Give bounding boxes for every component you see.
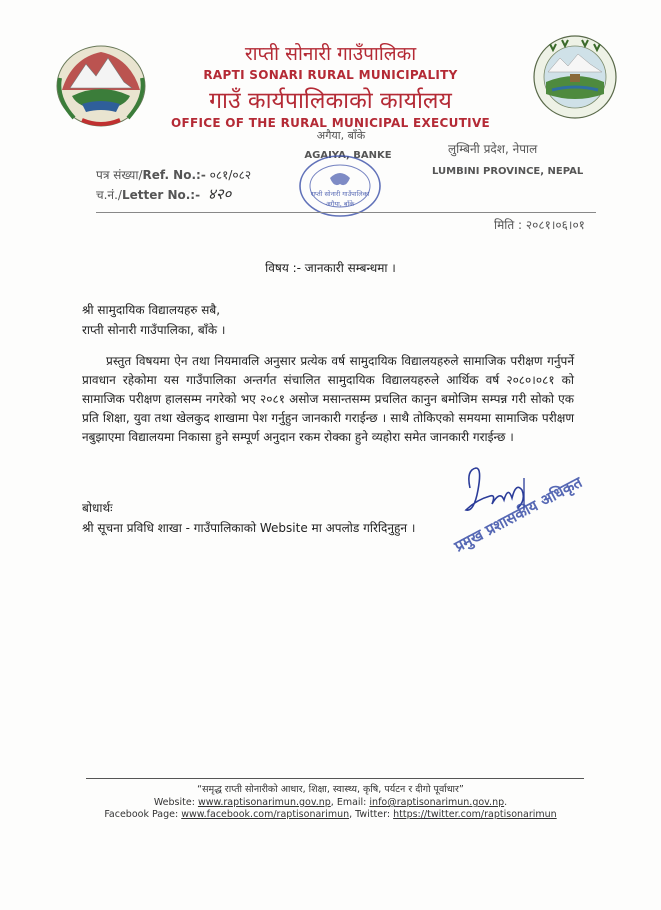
letter-number <box>96 184 231 204</box>
letter-body: प्रस्तुत विषयमा ऐन तथा नियमावलि अनुसार प्रत्येक वर्ष सामुदायिक विद्यालयहरुले सामाजिक परीक्षण गर्नुपर्ने प्रावधान रहेकोमा यस गाउँपालिका अन्तर्गत संचालित सामुदायिक विद्यालयहरुले आर्थिक वर्ष २०८०।०८१ को सामाजिक परीक्षण हालसम्म नगरेको भए २०८१ असोज मसान्तसम्म प्रचलित कानुन बमोजिम सम्पन्न गरी सोको एक प्रति शिक्षा, युवा तथा खेलकुद शाखामा पेश गर्नुहुन जानकारी गराईन्छ । साथै तोकिएको समयमा सामाजिक परीक्षण नबुझाएमा विद्यालयमा निकासा हुने सम्पूर्ण अनुदान रकम रोक्का हुने व्यहोरा समेत जानकारी गराईन्छ । <box>82 354 574 444</box>
ref-label-en: Ref. No.:- <box>142 168 206 182</box>
province-en: LUMBINI PROVINCE, NEPAL <box>432 166 584 177</box>
stamp-text-inner: अगैया, बाँके <box>325 200 355 208</box>
cc-label: बोधार्थः <box>82 501 113 515</box>
addressee-line-1: श्री सामुदायिक विद्यालयहरु सबै, <box>82 303 221 317</box>
ref-label-np: पत्र संख्या/ <box>96 168 143 182</box>
address-en: AGAIYA, BANKE <box>304 150 392 161</box>
header-divider <box>96 212 596 213</box>
facebook-label: Facebook Page: <box>104 809 179 820</box>
email-label: , Email: <box>330 797 367 808</box>
office-name-en: OFFICE OF THE RURAL MUNICIPAL EXECUTIVE <box>170 116 491 130</box>
facebook-link[interactable]: www.facebook.com/raptisonarimun <box>181 809 350 820</box>
addressee <box>82 300 225 340</box>
footer-divider <box>86 778 584 779</box>
signature-with-designation <box>451 460 586 580</box>
addressee-line-2: राप्ती सोनारी गाउँपालिका, बाँके । <box>82 323 226 337</box>
letter-label-en: Letter No.:- <box>121 188 201 202</box>
designation-stamp-text: प्रमुख प्रशासकीय अधिकृत <box>451 473 586 556</box>
address-np: अगैया, बाँके <box>316 129 366 142</box>
website-label: Website: <box>153 797 195 808</box>
municipality-name-en: RAPTI SONARI RURAL MUNICIPALITY <box>203 68 458 82</box>
letter-subject: विषय :- जानकारी सम्बन्धमा । <box>265 261 396 275</box>
reference-number <box>96 166 251 183</box>
ref-value: ०८१/०८२ <box>209 168 252 182</box>
website-link[interactable]: www.raptisonarimun.gov.np <box>197 797 331 808</box>
letter-value: ४२० <box>207 185 232 203</box>
municipality-name-np: राप्ती सोनारी गाउँपालिका <box>244 43 417 65</box>
email-link[interactable]: info@raptisonarimun.gov.np <box>369 797 505 808</box>
province-np: लुम्बिनी प्रदेश, नेपाल <box>448 142 538 156</box>
twitter-label: , Twitter: <box>349 809 391 820</box>
office-name-np: गाउँ कार्यपालिकाको कार्यालय <box>209 88 452 114</box>
twitter-link[interactable]: https://twitter.com/raptisonarimun <box>393 809 557 820</box>
cc-item: श्री सूचना प्रविधि शाखा - गाउँपालिकाको Website मा अपलोड गरिदिनुहुन । <box>82 521 416 535</box>
stamp-text-outer: राप्ती सोनारी गाउँपालिका <box>310 190 370 198</box>
letter-date: मिति : २०८१।०६।०१ <box>494 218 585 232</box>
footer-social <box>0 809 661 820</box>
footer-contact <box>0 797 661 808</box>
contact-end: . <box>504 797 508 808</box>
footer-motto: “समृद्ध राप्ती सोनारीको आधार, शिक्षा, स्वास्थ्य, कृषि, पर्यटन र दीगो पूर्वाधार” <box>197 784 464 795</box>
letter-label-np: च.नं./ <box>96 188 122 202</box>
